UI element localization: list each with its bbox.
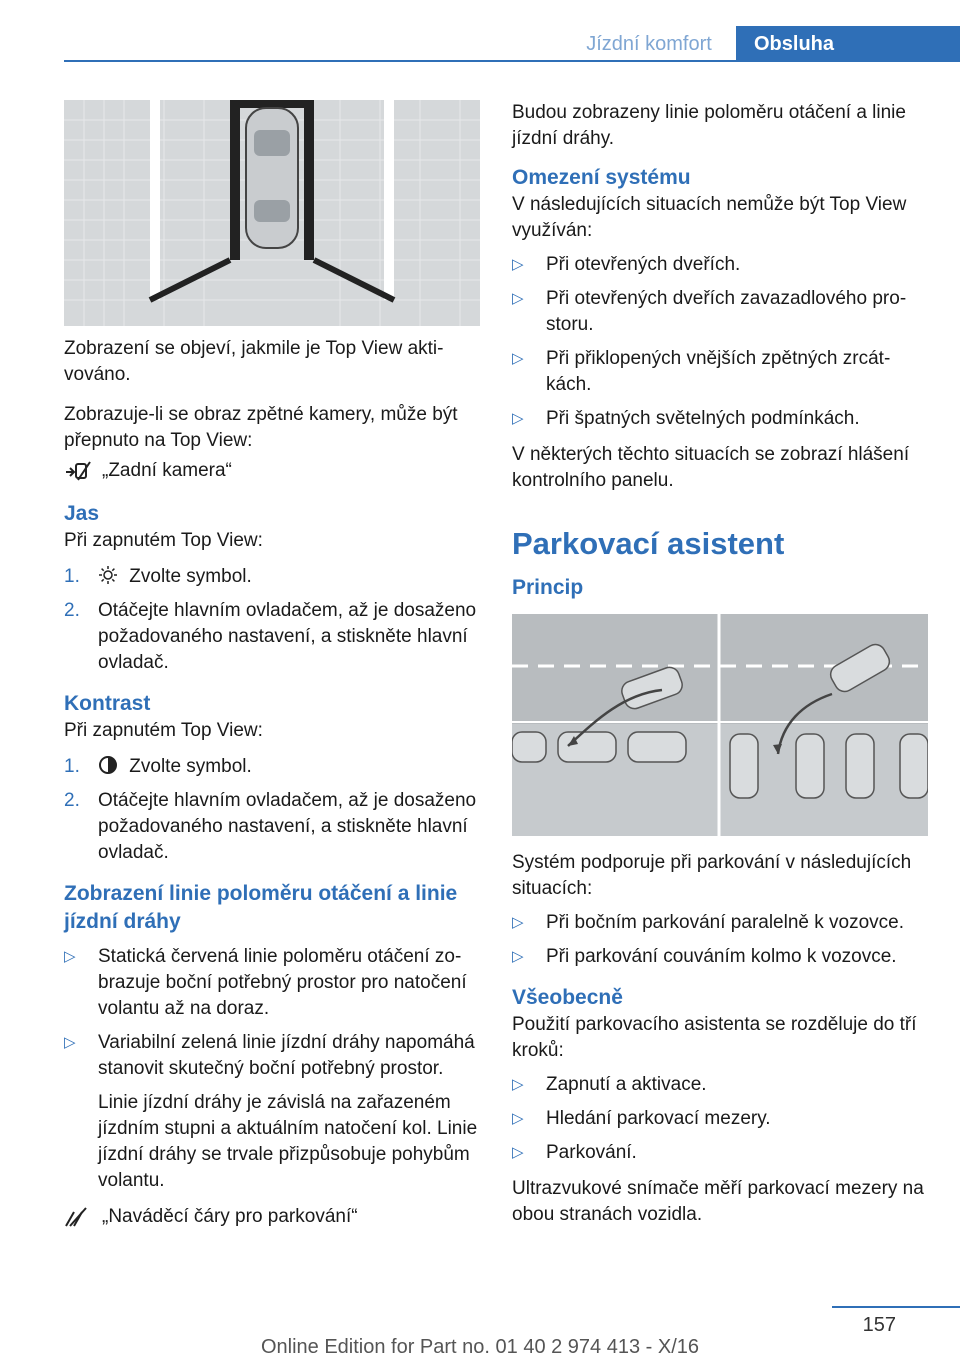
list-item: [512, 1140, 928, 1166]
parking-assistant-heading: Parkovací asistent: [512, 526, 785, 561]
limits-note: V některých těchto situacích se zobrazí hlášení kontrolního panelu.: [512, 444, 910, 491]
step-text: Otáčejte hlavním ovladačem, až je dosaženo požadovaného nastavení, a stiskněte hlavní ovladač.: [98, 790, 477, 863]
contrast-icon: [98, 755, 118, 775]
jas-heading: Jas: [64, 502, 100, 525]
edition-footer: Online Edition for Part no. 01 40 2 974 413 - X/16: [260, 1336, 700, 1358]
lines-bullets: [64, 944, 480, 1194]
triangle-bullet-icon: ▷: [64, 1034, 76, 1051]
camera-menu-item: [64, 458, 480, 484]
right-column: [512, 100, 928, 1242]
top-view-graphic: [64, 100, 480, 326]
list-item: [512, 1072, 928, 1098]
parking-guide-icon: [64, 1206, 92, 1228]
rear-camera-icon: [64, 460, 92, 482]
kontrast-intro: Při zapnutém Top View:: [64, 720, 263, 741]
step-number: 2.: [64, 600, 80, 621]
bullet-text: Statická červená linie poloměru otáčení zobrazuje boční potřebný prostor pro natočení volantu až na doraz.: [98, 946, 467, 1019]
triangle-bullet-icon: ▷: [512, 1076, 524, 1093]
sensors-text: Ultrazvukové snímače měří parkovací mezery na obou stranách vozidla.: [512, 1178, 924, 1225]
step-number: 1.: [64, 566, 80, 587]
triangle-bullet-icon: ▷: [512, 948, 524, 965]
step-text: Zvolte symbol.: [129, 756, 252, 777]
parking-graphic: [512, 614, 928, 836]
jas-intro: Při zapnutém Top View:: [64, 530, 263, 551]
list-item: [64, 598, 480, 676]
camera-menu-label: „Zadní kamera“: [102, 460, 232, 481]
bullet-text: Při parkování couváním kolmo k vozovce.: [546, 946, 897, 967]
bullet-text: Při bočním parkování paralelně k vozovce.: [546, 912, 905, 933]
triangle-bullet-icon: ▷: [512, 1110, 524, 1127]
header-tab: Obsluha: [736, 26, 960, 62]
step-text: Otáčejte hlavním ovladačem, až je dosaženo požadovaného nastavení, a stiskněte hlavní ovladač.: [98, 600, 477, 673]
triangle-bullet-icon: ▷: [512, 410, 524, 427]
triangle-bullet-icon: ▷: [64, 948, 76, 965]
list-item: [64, 1030, 480, 1194]
list-item: [64, 564, 480, 590]
bullet-text: Při otevřených dveřích zavazadlového prostoru.: [546, 288, 907, 335]
lines-shown-text: Budou zobrazeny linie poloměru otáčení a linie jízdní dráhy.: [512, 102, 906, 149]
bullet-text: Parkování.: [546, 1142, 637, 1163]
brightness-icon: [98, 565, 118, 585]
header-rule: [64, 60, 960, 62]
list-item: [64, 788, 480, 866]
bullet-text: Zapnutí a aktivace.: [546, 1074, 707, 1095]
step-number: 1.: [64, 756, 80, 777]
lines-heading: Zobrazení linie poloměru otáčení a linie jízdní dráhy: [64, 882, 458, 933]
triangle-bullet-icon: ▷: [512, 914, 524, 931]
general-heading: Všeobecně: [512, 986, 623, 1009]
list-item: [512, 252, 928, 278]
triangle-bullet-icon: ▷: [512, 256, 524, 273]
limits-bullets: [512, 252, 928, 432]
general-intro: Použití parkovacího asistenta se rozděluje do tří kroků:: [512, 1014, 917, 1061]
support-intro: Systém podporuje při parkování v následujících situacích:: [512, 852, 912, 899]
page-number: 157: [862, 1314, 896, 1336]
bullet-subtext: Linie jízdní dráhy je závislá na zařazeném jízdním stupni a aktuálním natočení kol. Linie jízdní dráhy se trvale přizpůsobuje pohybům volantu.: [98, 1092, 478, 1191]
left-column: [64, 100, 480, 1246]
list-item: [512, 910, 928, 936]
header-section: Jízdní komfort: [586, 33, 712, 55]
list-item: [64, 754, 480, 780]
support-bullets: [512, 910, 928, 970]
kontrast-heading: Kontrast: [64, 692, 151, 715]
bullet-text: Při přiklopených vnějších zpětných zrcátkách.: [546, 348, 891, 395]
footer-rule: [832, 1306, 960, 1308]
list-item: [512, 406, 928, 432]
step-text: Zvolte symbol.: [129, 566, 252, 587]
bullet-text: Při otevřených dveřích.: [546, 254, 741, 275]
list-item: [512, 944, 928, 970]
limits-heading: Omezení systému: [512, 166, 691, 189]
jas-steps: [64, 564, 480, 676]
bullet-text: Hledání parkovací mezery.: [546, 1108, 771, 1129]
guide-lines-label: „Naváděcí čáry pro parkování“: [102, 1206, 358, 1227]
bullet-text: Variabilní zelená linie jízdní dráhy napomáhá stanovit skutečný boční potřebný prostor.: [98, 1032, 475, 1079]
list-item: [512, 1106, 928, 1132]
list-item: [64, 944, 480, 1022]
kontrast-steps: [64, 754, 480, 866]
limits-intro: V následujících situacích nemůže být Top View využíván:: [512, 194, 907, 241]
general-steps: [512, 1072, 928, 1166]
triangle-bullet-icon: ▷: [512, 1144, 524, 1161]
list-item: [512, 346, 928, 398]
triangle-bullet-icon: ▷: [512, 350, 524, 367]
step-number: 2.: [64, 790, 80, 811]
caption-switch: Zobrazuje-li se obraz zpětné kamery, může být přepnuto na Top View:: [64, 404, 458, 451]
list-item: [512, 286, 928, 338]
guide-lines-menu-item: [64, 1204, 480, 1230]
top-view-illustration: [64, 100, 480, 326]
principle-heading: Princip: [512, 576, 584, 599]
bullet-text: Při špatných světelných podmínkách.: [546, 408, 860, 429]
caption-activated: Zobrazení se objeví, jakmile je Top View aktivováno.: [64, 338, 444, 385]
parking-illustration: [512, 614, 928, 836]
triangle-bullet-icon: ▷: [512, 290, 524, 307]
